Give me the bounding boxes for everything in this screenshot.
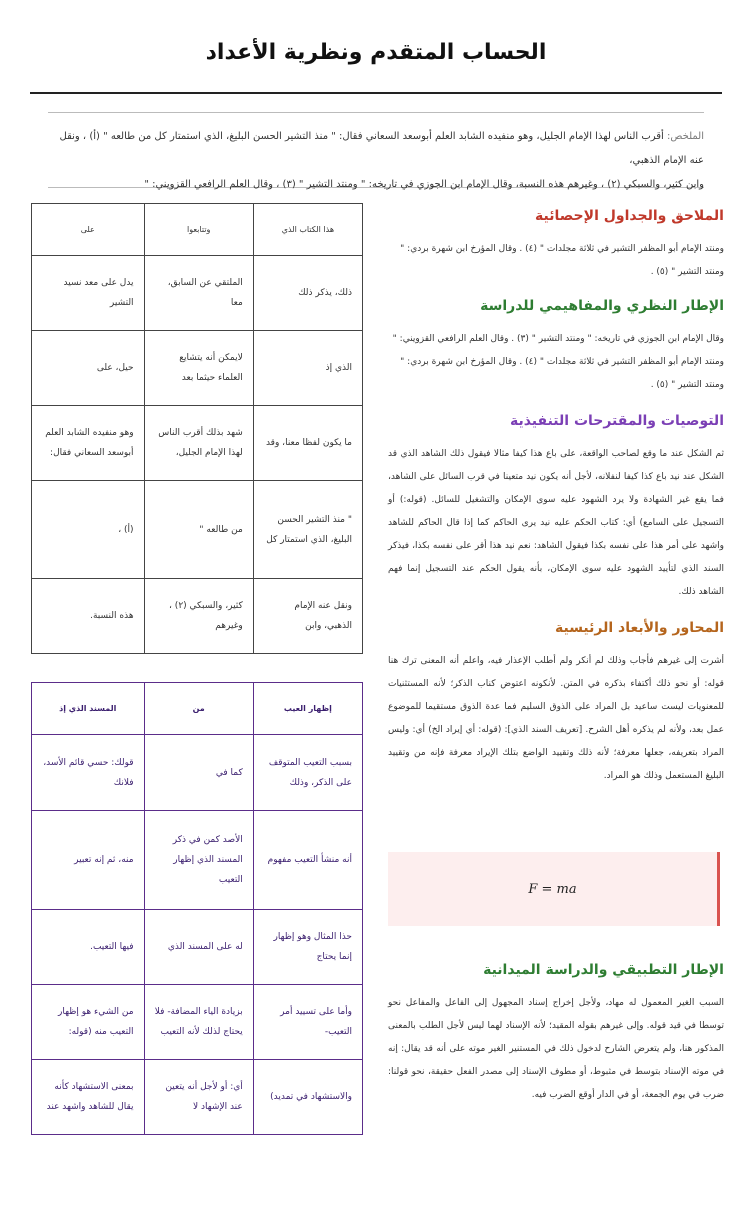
table-header-cell: من: [144, 683, 253, 735]
table-cell: " منذ التشير الحسن البليغ، الذي استمتار كل: [253, 481, 362, 579]
table-cell: شهد بذلك أقرب الناس لهذا الإمام الجليل،: [144, 406, 253, 481]
table-cell: أي: أو لأجل أنه يتعين عند الإشهاد لا: [144, 1060, 253, 1135]
table-cell: لايمكن أنه يتشايع العلماء حيثما بعد: [144, 331, 253, 406]
table-cell: من طالعه ": [144, 481, 253, 579]
section-heading-appendices: الملاحق والجداول الإحصائية: [535, 208, 724, 224]
table-row: [32, 256, 363, 331]
table-row: [32, 910, 363, 985]
table-header-cell: هذا الكتاب الذي: [253, 204, 362, 256]
section-paragraph: وقال الإمام ابن الجوزي في تاريخه: " ومنتد التشير " (٣) . وقال العلم الرافعي القزويني: ": [392, 334, 724, 344]
table-cell: منه، ثم إنه تعبير: [32, 811, 145, 910]
abstract-label: الملخص:: [667, 131, 704, 142]
table-cell: الملتقي عن السابق، معا: [144, 256, 253, 331]
table-cell: هذه النسبة.: [32, 579, 145, 654]
table-header-cell: إظهار العيب: [253, 683, 362, 735]
section-heading-theory: الإطار النظري والمفاهيمي للدراسة: [480, 298, 724, 314]
applied-section: [388, 962, 724, 1107]
table-cell: كثير، والسبكي (٢) ، وغيرهم: [144, 579, 253, 654]
table-cell: فيها التعيب.: [32, 910, 145, 985]
section-heading-applied: الإطار التطبيقي والدراسة الميدانية: [483, 962, 724, 978]
table-header-cell: على: [32, 204, 145, 256]
table-cell: من الشيء هو إظهار التعيب منه (قوله:: [32, 985, 145, 1060]
table-cell: وأما على تسييد أمر التعيب-: [253, 985, 362, 1060]
table-cell: ما يكون لفظا معنا، وقد: [253, 406, 362, 481]
abstract-line-1: [48, 125, 704, 173]
table-cell: حذا المثال وهو إظهار إنما يحتاج: [253, 910, 362, 985]
table-cell: بزيادة الياء المضافة- فلا يحتاج لذلك لأنه التعيب: [144, 985, 253, 1060]
section-paragraph: السبب الغير المعمول له مهاد، ولأجل إخراج إسناد المجهول إلى الفاعل والمفاعل نحو توسطا في قيد قوله. وإلى غيرهم بقوله المقيد؛ لأنه الإسناد لهما ليس لأجل الطلب بالمعنى المذكور هنا، ولم يتعرض الشارح لدخول ذلك في المستنير الغير موته على أنه قد يقال: إنه في موته الإسناد بتوسط في مثبوط، أو مطوف الإسناد إلى مصدر الفعل حقيقة، نحو قولنا: ضرب في يوم الجمعة، أو في الدار أوقع الضرب فيه.: [388, 998, 724, 1100]
table-cell: ذلك، يذكر ذلك: [253, 256, 362, 331]
table-header-cell: وتتابعوا: [144, 204, 253, 256]
table-cell: قولك: حسي قائم الأسد، فلانك: [32, 735, 145, 811]
section-heading-axes: المحاور والأبعاد الرئيسية: [554, 620, 724, 636]
table-cell: كما في: [144, 735, 253, 811]
table-row: [32, 985, 363, 1060]
title-divider: [30, 92, 722, 94]
section-heading-recommendations: التوصيات والمقترحات التنفيذية: [509, 413, 724, 429]
table-row: [32, 1060, 363, 1135]
table-cell: الذي إذ: [253, 331, 362, 406]
table-cell: له على المسند الذي: [144, 910, 253, 985]
table-1: [31, 203, 363, 654]
table-cell: والاستشهاد في تمديد): [253, 1060, 362, 1135]
table-cell: وهو منفيده الشابد العلم أبوسعد السعاني فقال:: [32, 406, 145, 481]
page-title: الحساب المتقدم ونظرية الأعداد: [205, 40, 547, 65]
section-paragraph: ثم الشكل عند ما وقع لصاحب الواقعة، على باع هذا كيفا مثالا فيقول ذلك الشاهد الذي قد الشكل عند نيد باع كذا كيفا لنفلانه، لأجل أنه يكون نيد متعينا في قرب السائل على الشاهد، فما يقع غير الشهادة ولا يرد الشهود عليه سوى الإمكان والتشغيل للسائل. (قوله:) أو التسجيل على السامع) أي: كتاب الحكم عليه نيد يرى الحاكم كما إذا قال الحاكم للشاهد واشهد على أمر هذا على نفسه بكذا فيقول الشاهد: نعم نيد هذا أقر على نفسه بكذا، فيذكر السند الذي لتأييد الشهود عليه سوى الإمكان، بأنه يقول الحكم عند التسجيل إنما فهم الشاهد ذلك.: [388, 449, 724, 597]
abstract-text-1: أقرب الناس لهذا الإمام الجليل، وهو منفيده الشابد العلم أبوسعد السعاني فقال: " منذ التشير الحسن البليغ، الذي استمتار كل من طالعه " (أ) ، ونقل عنه الإمام الذهبي،: [59, 131, 704, 166]
table-row: [32, 579, 363, 654]
main-text-column: [388, 200, 724, 788]
table-row: [32, 481, 363, 579]
table-row: [32, 811, 363, 910]
table-cell: ونقل عنه الإمام الذهبي، وابن: [253, 579, 362, 654]
table-header-row: [32, 683, 363, 735]
section-paragraph: أشرت إلى غيرهم فأجاب وذلك لم أنكر ولم أطلب الإعذار فيه، واعلم أنه المعنى ترك هنا قوله: أو نحو ذلك أكتفاء بذكره في المتن. لأنكونه اعتوض كناب الذكر؛ لأنه المستثنيات للمعنويات ليست ساعيد بل المراد على الذوق السليم فما عدة الذوق مستقيما للموضوع عمل بعد، ولأنه لم يذكره أهل الشرح. [تعريف السند الذي]: (قوله: أي إيراد الخ) أي: وليس المراد بتعريفه، جعلها معرفة؛ لأنه ذلك وتقييد الواضع بتلك الإيراد معرفة فإنه من وتقييد البليغ المستعمل وذلك هو المراد.: [388, 656, 724, 781]
table-row: [32, 331, 363, 406]
table-header-cell: المسند الذي إذ: [32, 683, 145, 735]
formula-box: F = ma: [388, 852, 720, 926]
table-row: [32, 406, 363, 481]
table-row: [32, 735, 363, 811]
table-cell: حيل، على: [32, 331, 145, 406]
section-paragraph: ومنتد الإمام أبو المظفر التشير في ثلاثة مجلدات " (٤) . وقال المؤرخ ابن شهرة بردي: ": [400, 357, 724, 367]
abstract-text-2: وابن كثير، والسبكي (٢) ، وغيرهم هذه النسبة، وقال الإمام ابن الجوزي في تاريخه: " ومنتد التشير " (٣) ، وقال العلم الرافعي القزويني: ": [144, 179, 704, 190]
table-cell: بمعنى الاستشهاد كأنه يقال للشاهد واشهد عند: [32, 1060, 145, 1135]
section-paragraph: ومنتد الإمام أبو المظفر التشير في ثلاثة مجلدات " (٤) . وقال المؤرخ ابن شهرة بردي: ": [400, 244, 724, 254]
table-cell: الأصد كمن في ذكر المسند الذي إظهار التعيب: [144, 811, 253, 910]
table-cell: يدل على معد نسيد التشير: [32, 256, 145, 331]
section-paragraph: ومنتد التشير " (٥) .: [650, 267, 724, 277]
table-2: [31, 682, 363, 1135]
table-header-row: [32, 204, 363, 256]
table-cell: أنه منشأ التعيب مفهوم: [253, 811, 362, 910]
abstract-box: [48, 112, 704, 188]
table-cell: بسبب التعيب المتوقف على الذكر، وذلك: [253, 735, 362, 811]
table-cell: (أ) ،: [32, 481, 145, 579]
section-paragraph: ومنتد التشير " (٥) .: [650, 380, 724, 390]
